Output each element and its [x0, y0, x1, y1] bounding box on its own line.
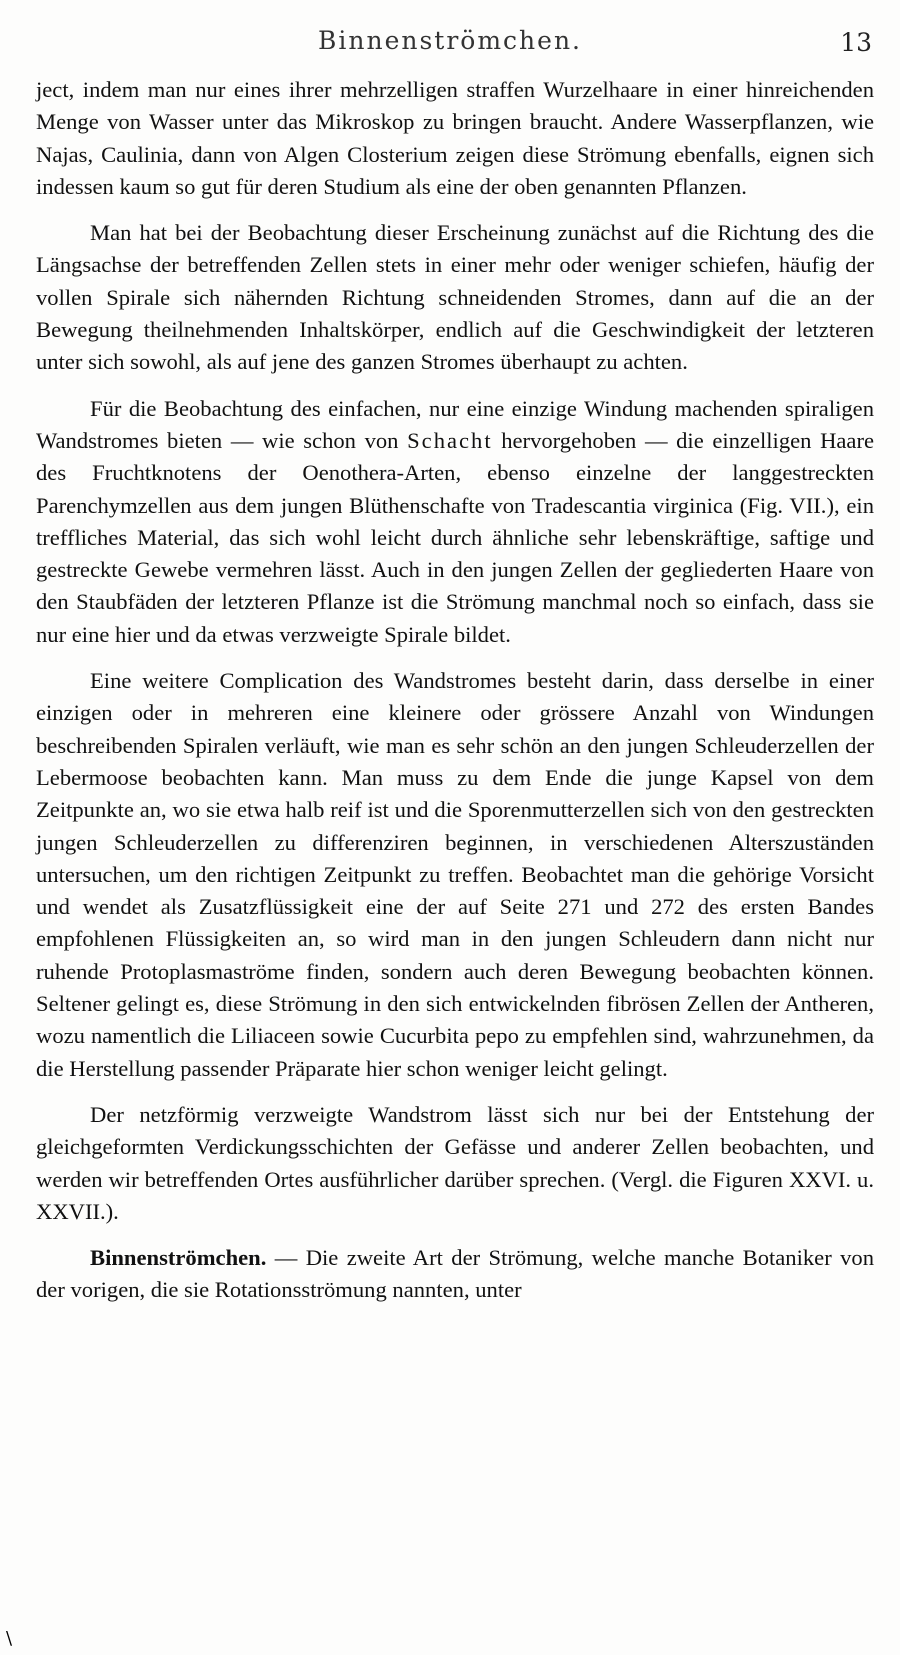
- paragraph-observation: Man hat bei der Beobachtung dieser Erscheinung zunächst auf die Richtung des die Längsachse der betreffenden Zellen stets in einer mehr oder weniger schiefen, häufig der vollen Spirale sich nähernden Richtung schneidenden Stromes, dann auf die an der Bewegung theilnehmenden Inhaltskörper, endlich auf die Geschwindigkeit der letzteren unter sich sowohl, als auf jene des ganzen Stromes überhaupt zu achten.: [36, 220, 874, 375]
- paragraph-inner-currents: [36, 1242, 874, 1307]
- paragraph-net-current: Der netzförmig verzweigte Wandstrom lässt sich nur bei der Entstehung der gleichgeformten Verdickungsschichten der Gefässe und anderer Zellen beobachten, und werden wir betreffenden Ortes ausführlicher darüber sprechen. (Vergl. die Figuren XXVI. u. XXVII.).: [36, 1101, 874, 1224]
- author-name: Schacht: [407, 427, 493, 453]
- page-number: 13: [840, 28, 872, 57]
- paragraph-continuation: ject, indem man nur eines ihrer mehrzelligen straffen Wurzelhaare in einer hinreichenden Menge von Wasser unter das Mikroskop zu bringen braucht. Andere Wasserpflanzen, wie Najas, Caulinia, dann von Algen Closterium zeigen diese Strömung ebenfalls, eignen sich indessen kaum so gut für deren Studium als eine der oben genannten Pflanzen.: [36, 77, 874, 199]
- body-text: [36, 74, 874, 1321]
- paragraph-complication: Eine weitere Complication des Wandstromes besteht darin, dass derselbe in einer einzigen oder in mehreren eine kleinere oder grössere Anzahl von Windungen beschreibenden Spiralen verläuft, wie man es sehr schön an den jungen Schleuderzellen der Lebermoose beobachten kann. Man muss zu dem Ende die junge Kapsel von dem Zeitpunkte an, wo sie etwa halb reif ist und die Sporenmutterzellen sich von den gestreckten jungen Schleuderzellen zu differenziren beginnen, in verschiedenen Alterszuständen untersuchen, um den richtigen Zeitpunkt zu treffen. Beobachtet man die gehörige Vorsicht und wendet als Zusatzflüssigkeit eine der auf Seite 271 und 272 des ersten Bandes empfohlenen Flüssigkeiten an, so wird man in den jungen Schleudern dann nicht nur ruhende Protoplasmaströme finden, sondern auch deren Bewegung beobachten können. Seltener gelingt es, diese Strömung in den sich entwickelnden fibrösen Zellen der Antheren, wozu namentlich die Liliaceen sowie Cucurbita pepo zu empfehlen sind, wahrzunehmen, da die Herstellung passender Präparate hier schon weniger leicht gelingt.: [36, 668, 874, 1081]
- page-header: [0, 26, 900, 66]
- section-title: Binnenströmchen.: [90, 1245, 267, 1271]
- paragraph-text-part: — Die zweite Art der Strömung, welche manche Botaniker von der vorigen, die sie Rotationsströmung nannten, unter: [36, 1245, 874, 1303]
- paragraph-text-part: hervorgehoben — die einzelligen Haare des Fruchtknotens der Oenothera-Arten, ebenso einzelne der langgestreckten Parenchymzellen aus dem jungen Blüthenschafte von Tradescantia virginica (Fig. VII.), ein treffliches Material, das sich wohl leicht durch ähnliche sehr lebenskräftige, saftige und gestreckte Gewebe vermehren lässt. Auch in den jungen Zellen der gegliederten Haare von den Staubfäden der letzteren Pflanze ist die Strömung manchmal noch so einfach, dass sie nur eine hier und da etwas verzweigte Spirale bildet.: [36, 427, 874, 647]
- stray-mark: \: [6, 1628, 13, 1649]
- paragraph-simple-wall-current: [36, 393, 874, 651]
- paragraph-text-part: Für die Beobachtung des einfachen, nur eine einzige Windung machenden spiraligen Wandstromes bieten — wie schon von: [36, 395, 874, 453]
- running-head: Binnenströmchen.: [318, 26, 582, 55]
